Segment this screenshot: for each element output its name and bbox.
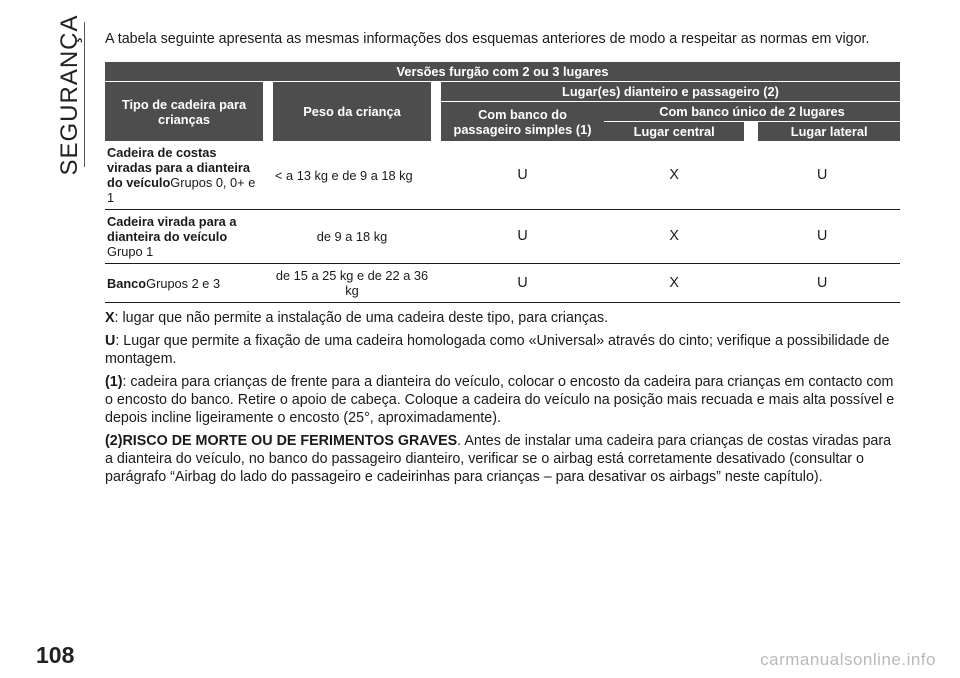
section-side-label — [46, 14, 94, 176]
row-center-value: X — [604, 210, 744, 264]
section-title: SEGURANÇA — [56, 14, 83, 176]
header-lateral-seat: Lugar lateral — [744, 121, 900, 141]
row-center-value: X — [604, 264, 744, 303]
row-lateral-value: U — [744, 141, 900, 210]
header-child-weight: Peso da criança — [273, 81, 431, 141]
row-single-value: U — [441, 141, 604, 210]
table-row — [105, 264, 900, 303]
side-divider — [84, 22, 85, 167]
row-weight: de 9 a 18 kg — [273, 210, 431, 264]
row-center-value: X — [604, 141, 744, 210]
row-seat-type: Cadeira de costas viradas para a dianteira do veículoGrupos 0, 0+ e 1 — [105, 141, 263, 210]
note-2-warning: (2)RISCO DE MORTE OU DE FERIMENTOS GRAVES. Antes de instalar uma cadeira para crianças de costas viradas para a dianteira do veículo, no banco do passageiro dianteiro, verificar se o airbag está corretamente desativado (consultar o parágrafo “Airbag do lado do passageiro e cadeirinhas para crianças – para desativar os airbags” neste capítulo). — [105, 433, 892, 485]
header-double-seat: Com banco único de 2 lugares — [604, 101, 900, 121]
note-x: X: lugar que não permite a instalação de uma cadeira deste tipo, para crianças. — [105, 310, 609, 326]
row-single-value: U — [441, 264, 604, 303]
page-number: 108 — [36, 642, 75, 668]
child-seat-table — [105, 62, 900, 303]
row-weight: de 15 a 25 kg e de 22 a 36 kg — [273, 264, 431, 303]
note-1: (1): cadeira para crianças de frente para a dianteira do veículo, colocar o encosto da cadeira para crianças em contacto com o encosto do banco. Retire o apoio de cabeça. Coloque a cadeira do veículo na posição mais recuada e mais alta possível e depois incline ligeiramente o encosto (25°, aproximadamente). — [105, 374, 895, 426]
table-title: Versões furgão com 2 ou 3 lugares — [105, 62, 900, 81]
row-single-value: U — [441, 210, 604, 264]
header-single-seat: Com banco do passageiro simples (1) — [441, 101, 604, 141]
intro-paragraph: A tabela seguinte apresenta as mesmas informações dos esquemas anteriores de modo a respeitar as normas em vigor. — [105, 31, 870, 47]
header-seat-type: Tipo de cadeira para crianças — [105, 81, 263, 141]
row-seat-type: BancoGrupos 2 e 3 — [105, 264, 263, 303]
row-weight: < a 13 kg e de 9 a 18 kg — [273, 141, 431, 210]
page-content — [105, 30, 900, 491]
header-gap — [263, 81, 273, 141]
header-gap — [431, 81, 441, 141]
row-lateral-value: U — [744, 264, 900, 303]
table-notes — [105, 309, 900, 486]
watermark: carmanualsonline.info — [760, 650, 936, 669]
note-u: U: Lugar que permite a fixação de uma cadeira homologada como «Universal» através do cinto; verifique a possibilidade de montagem. — [105, 333, 890, 367]
table-row — [105, 141, 900, 210]
table-row — [105, 210, 900, 264]
row-lateral-value: U — [744, 210, 900, 264]
header-front-seats: Lugar(es) dianteiro e passageiro (2) — [441, 81, 900, 101]
row-seat-type: Cadeira virada para a dianteira do veículo Grupo 1 — [105, 210, 263, 264]
header-center-seat: Lugar central — [604, 121, 744, 141]
